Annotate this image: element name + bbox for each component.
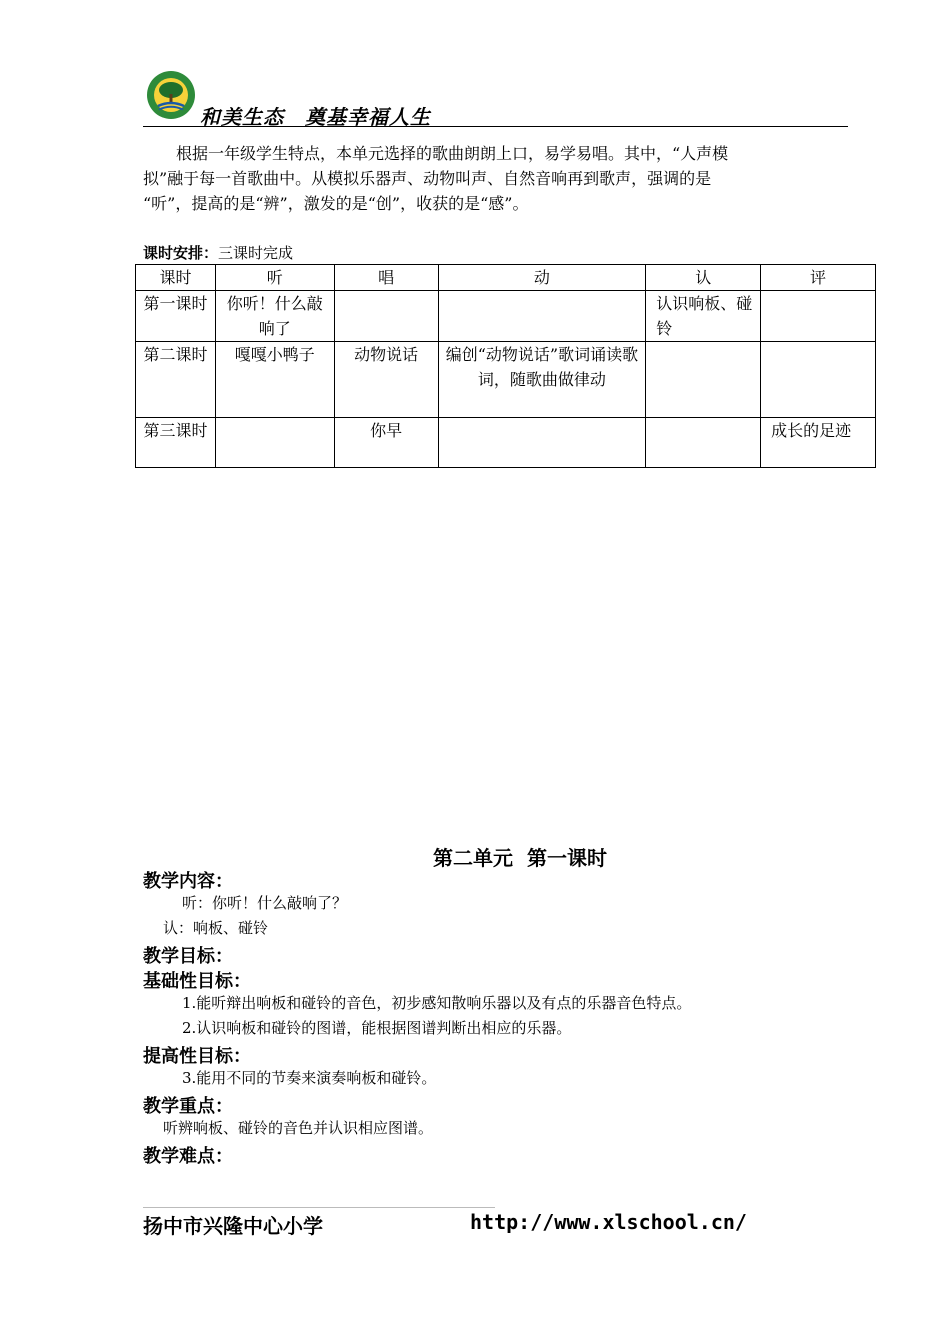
content-know: 认：响板、碰铃 <box>163 919 269 937</box>
header-rule <box>143 126 848 127</box>
difficulty-heading: 教学难点： <box>143 1146 233 1167</box>
advanced-goal-1: 3.能用不同的节奏来演奏响板和碰铃。 <box>182 1069 437 1087</box>
table-cell: 动物说话 <box>334 342 438 418</box>
intro-line: 拟”融于每一首歌曲中。从模拟乐器声、动物叫声、自然音响再到歌声，强调的是 <box>143 169 712 188</box>
school-logo <box>146 70 196 120</box>
lesson-title: 第二单元 第一课时 <box>433 846 607 870</box>
intro-paragraph <box>143 141 848 216</box>
header-cell: 动 <box>438 265 646 291</box>
table-cell: 你听！什么敲响了 <box>215 291 334 342</box>
table-cell <box>215 418 334 468</box>
table-row <box>136 418 876 468</box>
key-points-heading: 教学重点： <box>143 1096 233 1117</box>
header-motto: 和美生态 奠基幸福人生 <box>200 105 431 129</box>
table-cell <box>646 342 761 418</box>
table-cell <box>438 291 646 342</box>
content-heading: 教学内容： <box>143 871 233 892</box>
schedule-line <box>143 242 293 263</box>
header-cell: 听 <box>215 265 334 291</box>
table-row <box>136 291 876 342</box>
table-cell <box>646 418 761 468</box>
advanced-goals-heading: 提高性目标： <box>143 1046 251 1067</box>
footer-school: 扬中市兴隆中心小学 <box>143 1214 323 1238</box>
schedule-label: 课时安排： <box>143 244 219 262</box>
table-cell <box>761 291 876 342</box>
table-cell: 嘎嘎小鸭子 <box>215 342 334 418</box>
intro-line: 根据一年级学生特点，本单元选择的歌曲朗朗上口，易学易唱。其中，“人声模 <box>176 144 729 163</box>
table-cell <box>438 418 646 468</box>
basic-goal-2: 2.认识响板和碰铃的图谱，能根据图谱判断出相应的乐器。 <box>182 1019 572 1037</box>
table-cell <box>334 291 438 342</box>
table-cell: 第三课时 <box>136 418 216 468</box>
basic-goals-heading: 基础性目标： <box>143 971 251 992</box>
schedule-value: 三课时完成 <box>218 244 294 262</box>
table-cell: 第二课时 <box>136 342 216 418</box>
schedule-table <box>135 264 876 468</box>
table-cell <box>761 342 876 418</box>
footer-url[interactable]: http://www.xlschool.cn/ <box>470 1210 747 1234</box>
header-cell: 认 <box>646 265 761 291</box>
content-listen: 听：你听！什么敲响了？ <box>182 894 348 912</box>
footer-rule <box>143 1207 495 1208</box>
table-cell: 你早 <box>334 418 438 468</box>
goals-heading: 教学目标： <box>143 946 233 967</box>
table-cell: 第一课时 <box>136 291 216 342</box>
table-cell: 编创“动物说话”歌词诵读歌词，随歌曲做律动 <box>438 342 646 418</box>
table-header-row <box>136 265 876 291</box>
table-cell: 成长的足迹 <box>761 418 876 468</box>
header-cell: 唱 <box>334 265 438 291</box>
basic-goal-1: 1.能听辩出响板和碰铃的音色，初步感知散响乐器以及有点的乐器音色特点。 <box>182 994 692 1012</box>
table-row <box>136 342 876 418</box>
table-cell: 认识响板、碰铃 <box>646 291 761 342</box>
header-cell: 课时 <box>136 265 216 291</box>
key-points-text: 听辨响板、碰铃的音色并认识相应图谱。 <box>163 1119 434 1137</box>
intro-line: “听”，提高的是“辨”，激发的是“创”，收获的是“感”。 <box>143 194 529 213</box>
header-cell: 评 <box>761 265 876 291</box>
